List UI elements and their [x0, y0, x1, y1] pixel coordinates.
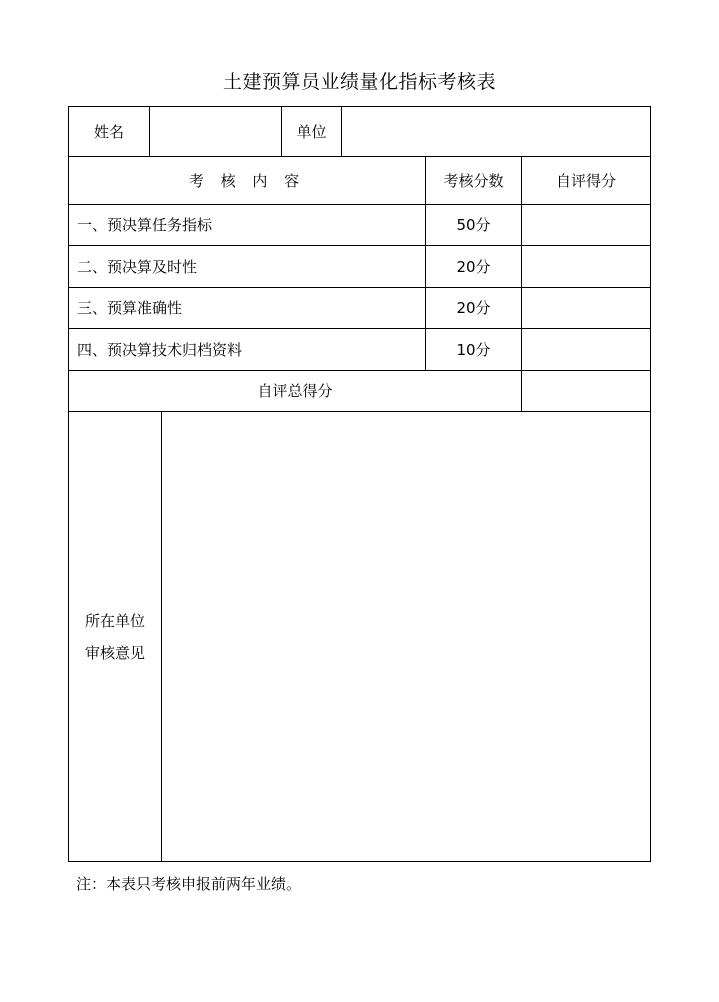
opinion-label	[69, 412, 161, 861]
assessment-table	[68, 106, 651, 862]
item-label: 四、预决算技术归档资料	[77, 340, 243, 359]
unit-field[interactable]	[342, 107, 650, 156]
unit-label: 单位	[296, 122, 327, 141]
footnote: 注：本表只考核申报前两年业绩。	[76, 875, 302, 893]
content-header: 考 核 内 容	[188, 171, 306, 190]
opinion-field[interactable]	[162, 412, 650, 861]
item-score: 50分	[456, 216, 491, 234]
total-label: 自评总得分	[257, 382, 333, 400]
opinion-label-line2: 审核意见	[84, 643, 145, 662]
item-label: 二、预决算及时性	[77, 257, 198, 276]
item-self-score-field[interactable]	[522, 288, 650, 328]
item-self-score-field[interactable]	[522, 205, 650, 245]
form-title: 土建预算员业绩量化指标考核表	[222, 71, 496, 93]
item-label: 三、预算准确性	[77, 299, 183, 317]
item-label: 一、预决算任务指标	[77, 216, 213, 234]
item-score: 20分	[456, 257, 491, 276]
self-score-header: 自评得分	[555, 171, 616, 190]
item-score: 10分	[456, 340, 491, 359]
name-field[interactable]	[150, 107, 281, 156]
item-self-score-field[interactable]	[522, 246, 650, 287]
name-label: 姓名	[93, 122, 124, 141]
item-score: 20分	[456, 299, 491, 317]
score-header: 考核分数	[443, 171, 504, 190]
opinion-label-line1: 所在单位	[84, 611, 145, 630]
item-self-score-field[interactable]	[522, 329, 650, 370]
total-score-field[interactable]	[522, 371, 650, 411]
